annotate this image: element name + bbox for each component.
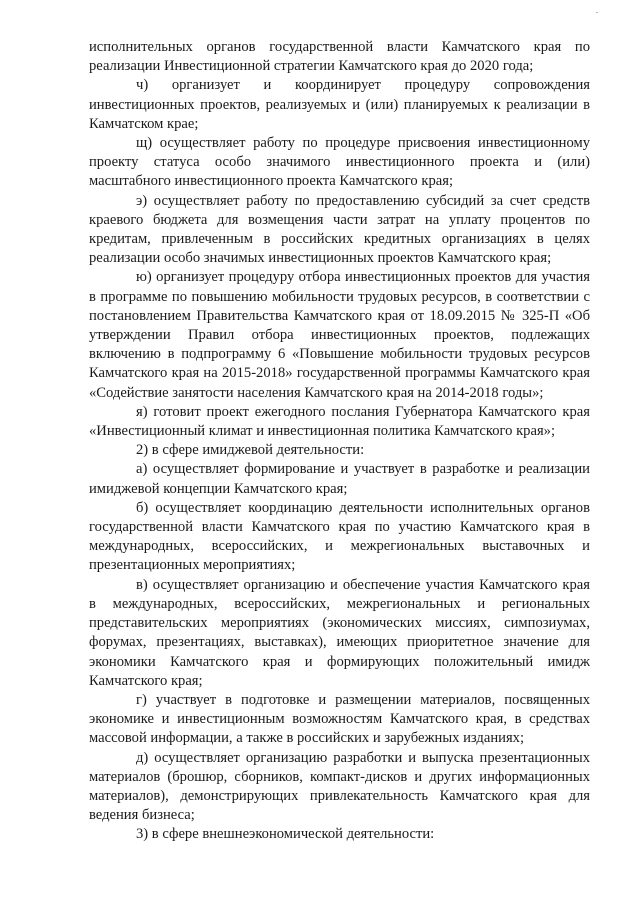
- paragraph-item-yu: ю) организует процедуру отбора инвестиционных проектов для участия в программе по повышению мобильности трудовых ресурсов, в соответствии с постановлением Правительства Камчатского края от 18.09.2015 № 325-П «Об утверждении Правил отбора инвестиционных проектов, подлежащих включению в подпрограмму 6 «Повышение мобильности трудовых ресурсов Камчатского края на 2015-2018» государственной программы Камчатского края «Содействие занятости населения Камчатского края на 2014-2018 годы»;: [89, 269, 590, 401]
- paragraph-item-a: а) осуществляет формирование и участвует в разработке и реализации имиджевой концепции Камчатского края;: [89, 461, 590, 497]
- paragraph-item-d: д) осуществляет организацию разработки и выпуска презентационных материалов (брошюр, сборников, компакт-дисков и других информационных материалов), демонстрирующих привлекательность Камчатского края для ведения бизнеса;: [89, 749, 590, 824]
- paragraph-item-v: в) осуществляет организацию и обеспечение участия Камчатского края в международных, всероссийских, межрегиональных и региональных представительских мероприятиях (экономических миссиях, симпозиумах, форумах, презентациях, выставках), имеющих приоритетное значение для экономики Камчатского края и формирующих положительный имидж Камчатского края;: [89, 576, 590, 689]
- paragraph-item-g: г) участвует в подготовке и размещении материалов, посвященных экономике и инвестиционным возможностям Камчатского края, в средствах массовой информации, а также в российских и зарубежных изданиях;: [89, 691, 590, 747]
- paragraph-item-ya: я) готовит проект ежегодного послания Губернатора Камчатского края «Инвестиционный климат и инвестиционная политика Камчатского края»;: [89, 403, 590, 440]
- paragraph-item-ch: ч) организует и координирует процедуру сопровождения инвестиционных проектов, реализуемых и (или) планируемых к реализации в Камчатском крае;: [89, 77, 590, 132]
- paragraph-item-b: б) осуществляет координацию деятельности исполнительных органов государственной власти Камчатского края по участию Камчатского края в международных, всероссийских, и межрегиональных выставочных и презентационных мероприятиях;: [89, 499, 590, 574]
- document-body: [89, 38, 590, 845]
- paragraph-continuation: исполнительных органов государственной власти Камчатского края по реализации Инвестиционной стратегии Камчатского края до 2020 года;: [89, 39, 590, 75]
- section-heading-image-activity: 2) в сфере имиджевой деятельности:: [136, 442, 365, 459]
- paragraph-item-e: э) осуществляет работу по предоставлению субсидий за счет средств краевого бюджета для возмещения части затрат на уплату процентов по кредитам, привлеченным в российских кредитных организациях в целях реализации особо значимых инвестиционных проектов Камчатского края;: [89, 192, 590, 267]
- paragraph-item-shch: щ) осуществляет работу по процедуре присвоения инвестиционному проекту статуса особо значимого инвестиционного проекта и (или) масштабного инвестиционного проекта Камчатского края;: [89, 135, 590, 190]
- section-heading-foreign-economic: 3) в сфере внешнеэкономической деятельности:: [136, 826, 435, 843]
- scan-artifact: [596, 12, 598, 13]
